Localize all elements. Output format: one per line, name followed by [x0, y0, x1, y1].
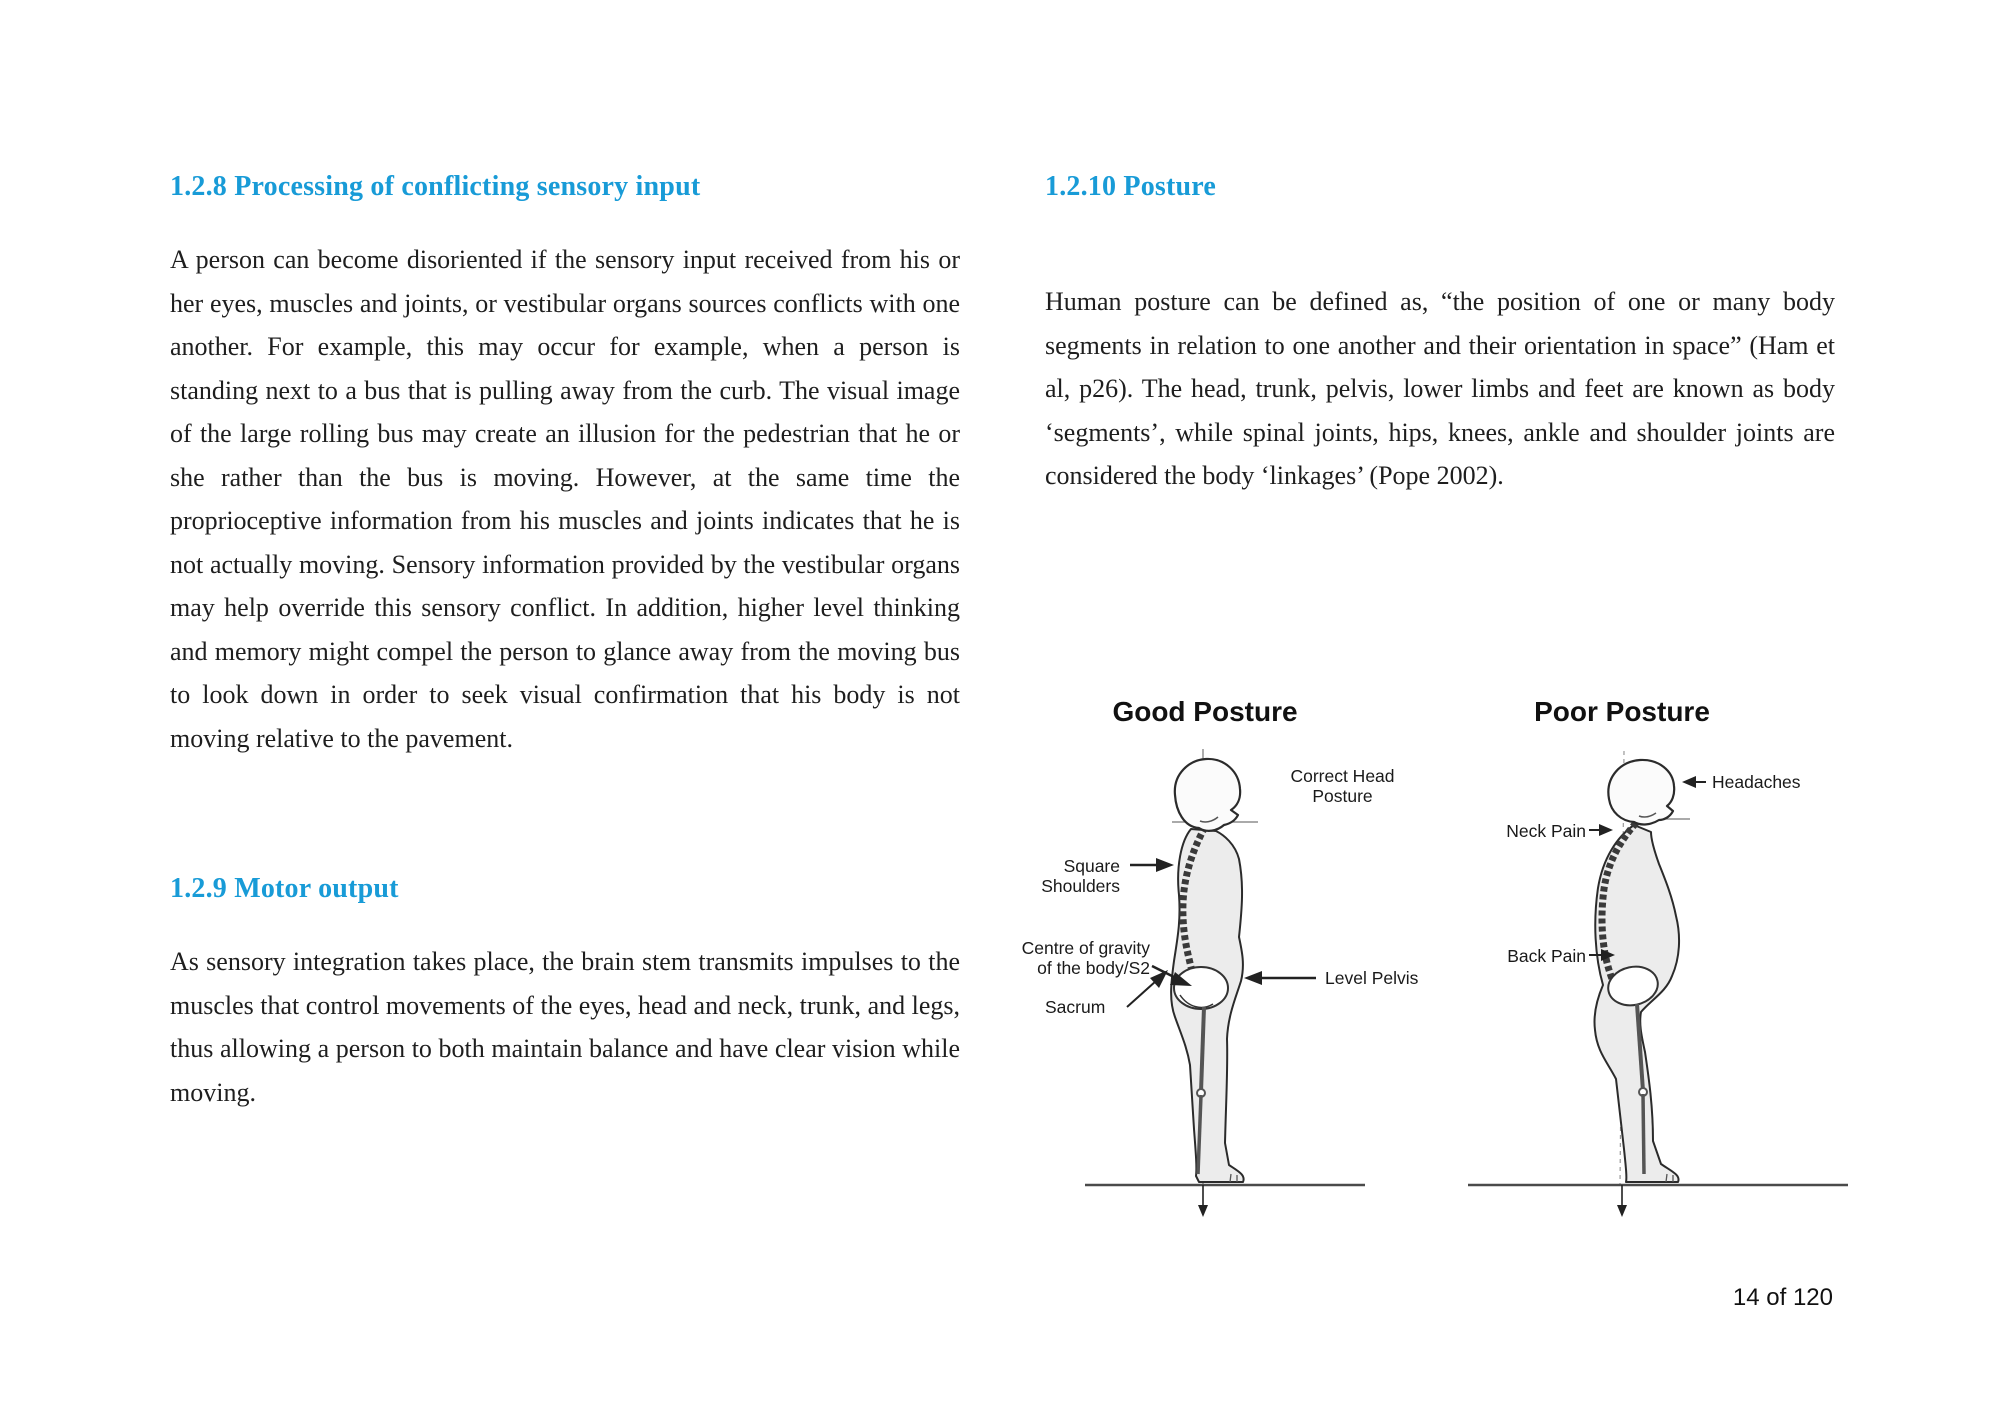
- label-correct-head-posture: Correct Head Posture: [1290, 766, 1395, 806]
- page-number: 14 of 120: [1732, 1284, 1833, 1311]
- figure-title-good-posture: Good Posture: [1112, 696, 1298, 727]
- label-square-shoulders: Square Shoulders: [1041, 856, 1120, 896]
- section-paragraph-1210: Human posture can be defined as, “the position of one or many body segments in relation to one another and their orientation in space” (Ham et al, p26). The head, trunk, pelvis, lower limbs and feet are known as body ‘segments’, while spinal joints, hips, knees, ankle and shoulder joints are considered the body ‘linkages’ (Pope 2002).: [1045, 287, 1835, 490]
- label-centre-of-gravity: Centre of gravity of the body/S2: [1021, 938, 1150, 978]
- label-neck-pain: Neck Pain: [1506, 821, 1586, 841]
- section-heading-129: 1.2.9 Motor output: [170, 873, 399, 904]
- label-back-pain: Back Pain: [1507, 946, 1586, 966]
- section-paragraph-129: As sensory integration takes place, the brain stem transmits impulses to the muscles that control movements of the eyes, head and neck, trunk, and legs, thus allowing a person to both maintain balance and have clear vision while moving.: [170, 947, 960, 1107]
- section-heading-1210: 1.2.10 Posture: [1045, 171, 1217, 202]
- section-paragraph-128: A person can become disoriented if the sensory input received from his or her eyes, muscles and joints, or vestibular organs sources conflicts with one another. For example, this may occur for example, when a person is standing next to a bus that is pulling away from the curb. The visual image of the large rolling bus may create an illusion for the pedestrian that he or she rather than the bus is moving. However, at the same time the proprioceptive information from his muscles and joints indicates that he is not actually moving. Sensory information provided by the vestibular organs may help override this sensory conflict. In addition, higher level thinking and memory might compel the person to glance away from the moving bus to look down in order to seek visual confirmation that his body is not moving relative to the pavement.: [170, 245, 960, 753]
- figure-title-poor-posture: Poor Posture: [1534, 696, 1710, 727]
- section-heading-128: 1.2.8 Processing of conflicting sensory input: [170, 171, 701, 202]
- label-level-pelvis: Level Pelvis: [1325, 968, 1419, 988]
- label-sacrum: Sacrum: [1045, 997, 1106, 1017]
- label-headaches: Headaches: [1712, 772, 1801, 792]
